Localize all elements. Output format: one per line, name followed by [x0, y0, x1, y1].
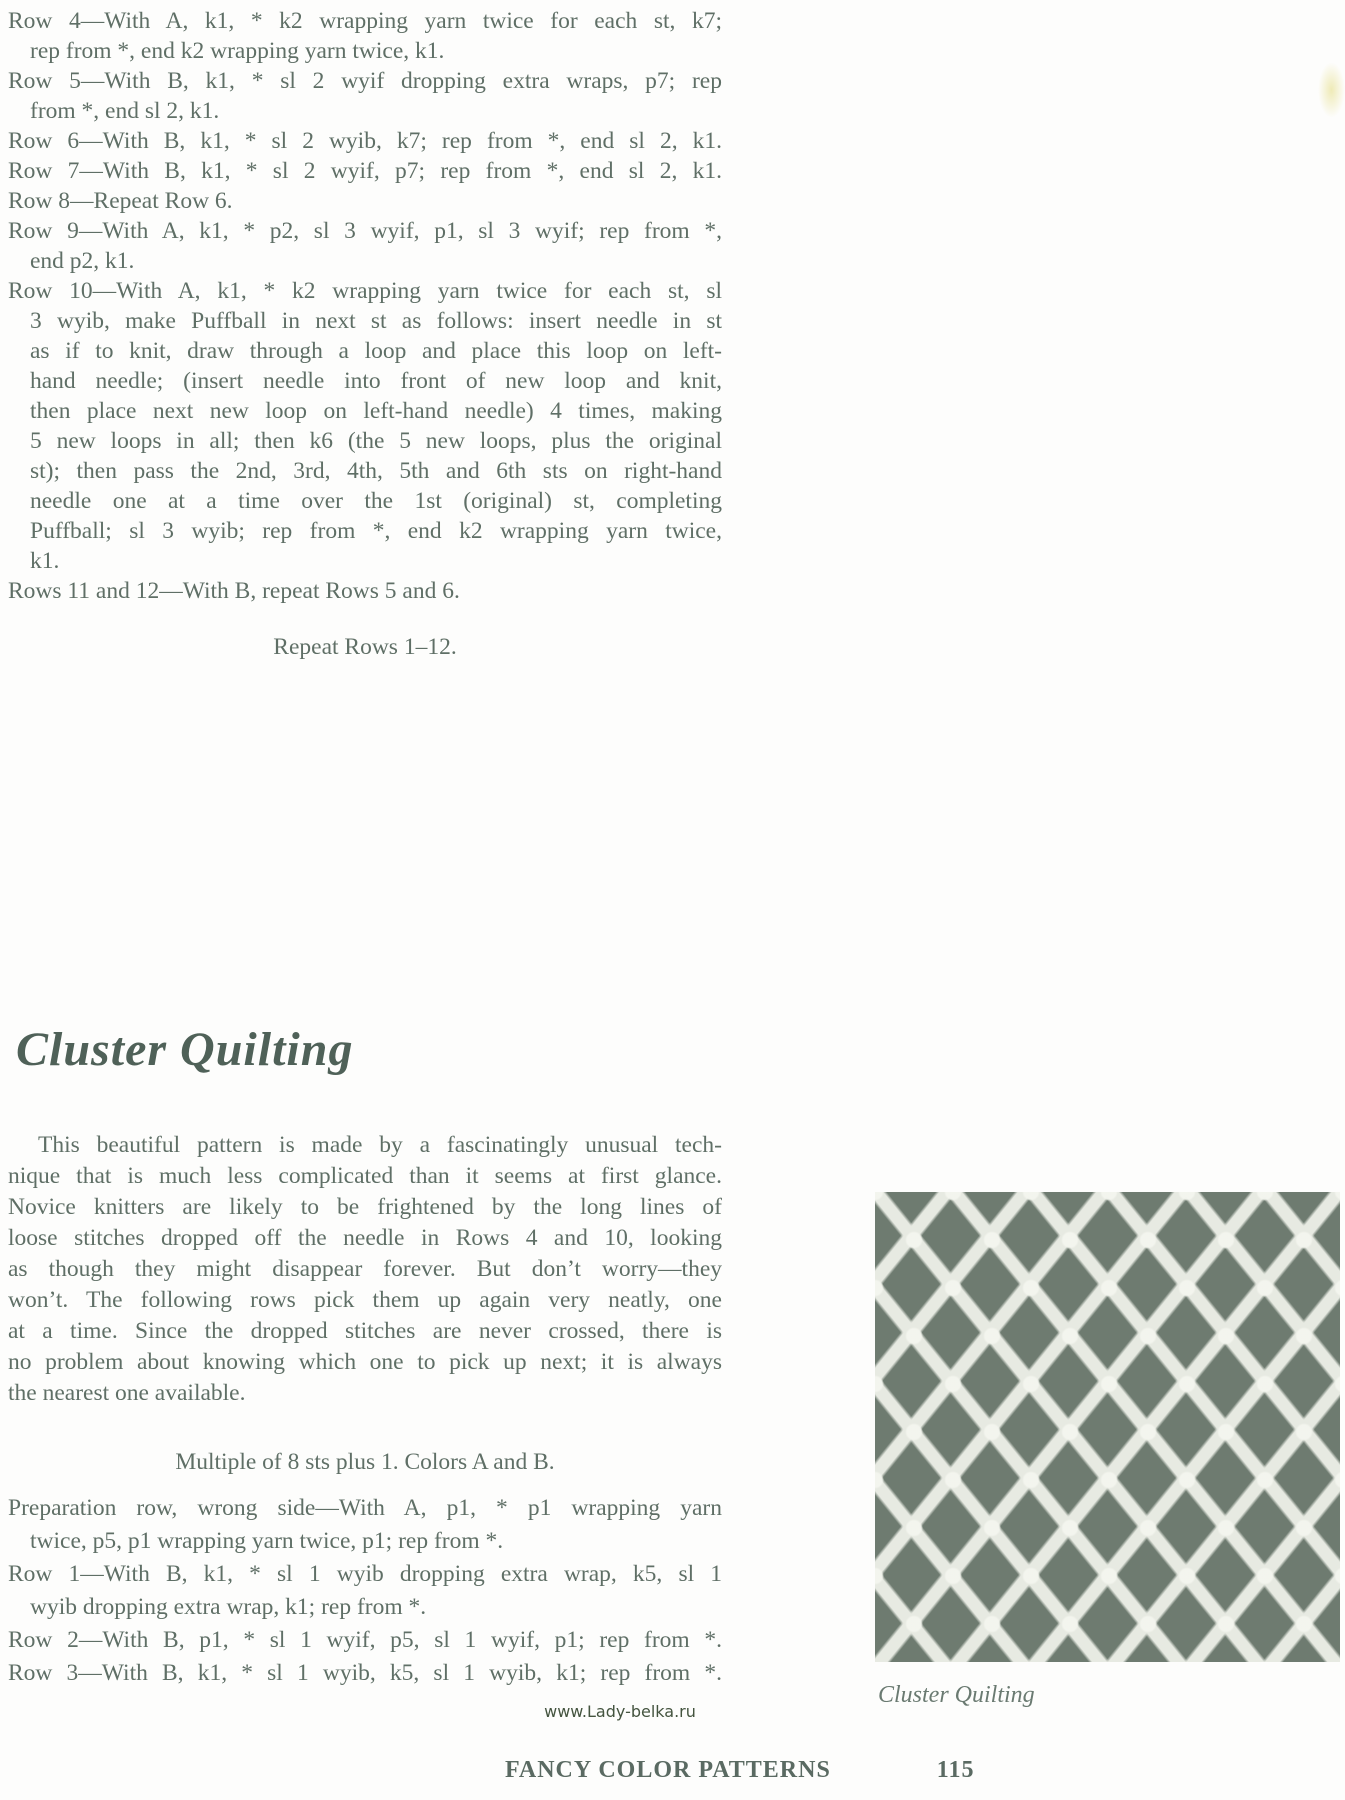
intro-text-line: loose stitches dropped off the needle in Rows 4 and 10, looking	[8, 1225, 722, 1251]
pattern-text-line: 3 wyib, make Puffball in next st as follows: insert needle in st	[30, 308, 722, 334]
watermark-text: www.Lady-belka.ru	[544, 1702, 696, 1721]
pattern-text-line: Rows 11 and 12—With B, repeat Rows 5 and 6.	[8, 578, 460, 604]
intro-text-line: no problem about knowing which one to pick up next; it is always	[8, 1349, 722, 1375]
pattern-text-line: twice, p5, p1 wrapping yarn twice, p1; rep from *.	[30, 1528, 504, 1554]
intro-text-line: This beautiful pattern is made by a fascinatingly unusual tech-	[38, 1132, 722, 1158]
intro-text-line: nique that is much less complicated than it seems at first glance.	[8, 1163, 722, 1189]
pattern-text-line: Row 1—With B, k1, * sl 1 wyib dropping extra wrap, k5, sl 1	[8, 1561, 722, 1587]
knit-swatch-photo	[875, 1192, 1340, 1662]
pattern-text-line: k1.	[30, 548, 60, 574]
pattern-text-line: Row 7—With B, k1, * sl 2 wyif, p7; rep from *, end sl 2, k1.	[8, 158, 722, 184]
pattern-text-line: Puffball; sl 3 wyib; rep from *, end k2 wrapping yarn twice,	[30, 518, 722, 544]
footer-section-title: FANCY COLOR PATTERNS	[505, 1757, 831, 1783]
pattern-text-line: Row 10—With A, k1, * k2 wrapping yarn twice for each st, sl	[8, 278, 722, 304]
pattern-text-line: Row 6—With B, k1, * sl 2 wyib, k7; rep from *, end sl 2, k1.	[8, 128, 722, 154]
pattern-text-line: 5 new loops in all; then k6 (the 5 new loops, plus the original	[30, 428, 722, 454]
scan-artifact	[1318, 62, 1345, 118]
pattern-rows-top	[8, 6, 722, 606]
pattern-text-line: Row 8—Repeat Row 6.	[8, 188, 233, 214]
pattern-text-line: as if to knit, draw through a loop and place this loop on left-	[30, 338, 722, 364]
pattern-text-line: rep from *, end k2 wrapping yarn twice, k1.	[30, 38, 445, 64]
intro-text-line: as though they might disappear forever. But don’t worry—they	[8, 1256, 722, 1282]
section-heading: Cluster Quilting	[16, 1023, 354, 1076]
pattern-text-line: Preparation row, wrong side—With A, p1, * p1 wrapping yarn	[8, 1495, 722, 1521]
pattern-text-line: Row 5—With B, k1, * sl 2 wyif dropping extra wraps, p7; rep	[8, 68, 722, 94]
pattern-text-line: st); then pass the 2nd, 3rd, 4th, 5th and 6th sts on right-hand	[30, 458, 722, 484]
intro-text-line: at a time. Since the dropped stitches are never crossed, there is	[8, 1318, 722, 1344]
pattern-text-line: then place next new loop on left-hand needle) 4 times, making	[30, 398, 722, 424]
repeat-instruction: Repeat Rows 1–12.	[273, 634, 457, 660]
pattern-rows-bottom	[8, 1492, 722, 1690]
multiple-instruction: Multiple of 8 sts plus 1. Colors A and B.	[175, 1449, 555, 1475]
intro-text-line: Novice knitters are likely to be frightened by the long lines of	[8, 1194, 722, 1220]
photo-caption: Cluster Quilting	[878, 1682, 1035, 1708]
pattern-text-line: Row 3—With B, k1, * sl 1 wyib, k5, sl 1 wyib, k1; rep from *.	[8, 1660, 722, 1686]
pattern-text-line: end p2, k1.	[30, 248, 135, 274]
pattern-text-line: wyib dropping extra wrap, k1; rep from *.	[30, 1594, 427, 1620]
intro-text-line: the nearest one available.	[8, 1380, 246, 1406]
pattern-text-line: Row 9—With A, k1, * p2, sl 3 wyif, p1, sl 3 wyif; rep from *,	[8, 218, 722, 244]
page-footer	[505, 1757, 974, 1784]
pattern-text-line: from *, end sl 2, k1.	[30, 98, 220, 124]
pattern-text-line: hand needle; (insert needle into front of new loop and knit,	[30, 368, 722, 394]
pattern-text-line: Row 2—With B, p1, * sl 1 wyif, p5, sl 1 wyif, p1; rep from *.	[8, 1627, 722, 1653]
intro-paragraph	[8, 1130, 722, 1409]
footer-page-number: 115	[936, 1757, 975, 1783]
pattern-text-line: needle one at a time over the 1st (original) st, completing	[30, 488, 722, 514]
pattern-text-line: Row 4—With A, k1, * k2 wrapping yarn twice for each st, k7;	[8, 8, 722, 34]
intro-text-line: won’t. The following rows pick them up again very neatly, one	[8, 1287, 722, 1313]
